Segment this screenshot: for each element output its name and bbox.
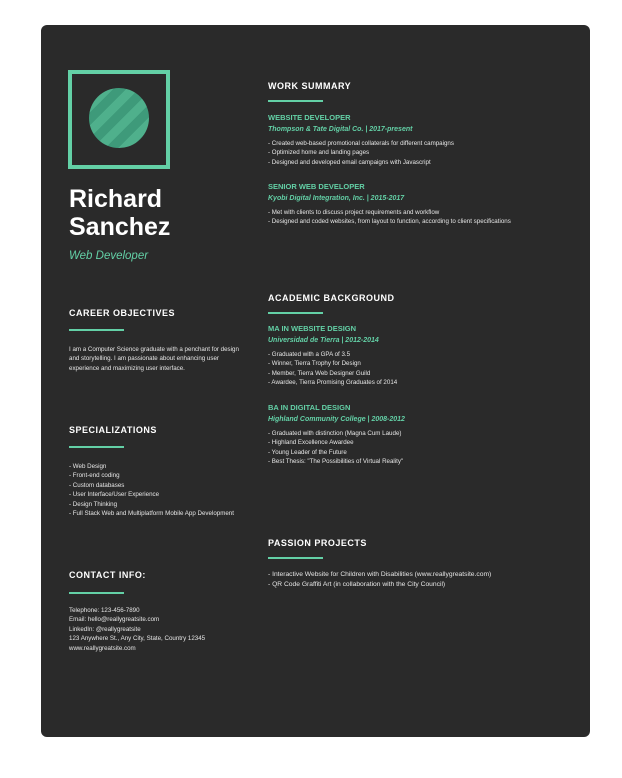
contact-website: www.reallygreatsite.com [69, 644, 136, 652]
career-text: I am a Computer Science graduate with a penchant for design and storytelling. I am passionate about enhancing user experience and maximizing user interface. [69, 346, 239, 372]
specializations-heading: SPECIALIZATIONS [69, 425, 157, 435]
degree-2-school: Highland Community College | 2008-2012 [268, 416, 405, 423]
contact-email: Email: hello@reallygreatsite.com [69, 616, 160, 624]
list-item: - Young Leader of the Future [268, 448, 347, 456]
list-item: - User Interface/User Experience [69, 491, 160, 499]
list-item: - Designed and coded websites, from layout to function, according to client specifications [268, 218, 511, 226]
list-item: - Optimized home and landing pages [268, 149, 370, 157]
job-title: Web Developer [69, 250, 149, 262]
profile-photo-frame [68, 70, 170, 169]
degree-2-bullets [268, 429, 568, 467]
contact-linkedin: LinkedIn: @reallygreatsite [69, 625, 141, 633]
profile-photo [89, 88, 149, 148]
job-1-bullets [268, 139, 578, 167]
work-heading: WORK SUMMARY [268, 81, 352, 91]
list-item: - Design Thinking [69, 500, 118, 508]
list-item: - Highland Excellence Awardee [268, 439, 354, 447]
projects-divider [268, 557, 323, 559]
job-2-bullets [268, 208, 583, 227]
list-item: - Member, Tierra Web Designer Guild [268, 369, 371, 377]
list-item: - Graduated with a GPA of 3.5 [268, 351, 351, 358]
resume-card [41, 25, 590, 737]
contact-address: 123 Anywhere St., Any City, State, Country 12345 [69, 635, 206, 643]
list-item: - Winner, Tierra Trophy for Design [268, 360, 361, 368]
list-item: - QR Code Graffiti Art (in collaboration with the City Council) [268, 580, 446, 588]
first-name: Richard [69, 185, 163, 213]
list-item: - Best Thesis: "The Possibilities of Virtual Reality" [268, 458, 404, 466]
work-divider [268, 100, 323, 102]
contact-list [69, 606, 259, 653]
profile-name [69, 185, 259, 241]
list-item: - Designed and developed email campaigns with Javascript [268, 158, 431, 166]
academic-heading: ACADEMIC BACKGROUND [268, 293, 395, 303]
contact-divider [69, 592, 124, 594]
list-item: - Custom databases [69, 481, 125, 489]
specializations-divider [69, 446, 124, 448]
specializations-list [69, 462, 239, 518]
projects-list [268, 570, 578, 589]
academic-divider [268, 312, 323, 314]
list-item: - Met with clients to discuss project requirements and workflow [268, 209, 440, 216]
job-1-company: Thompson & Tate Digital Co. | 2017-present [268, 126, 413, 133]
list-item: - Created web-based promotional collaterals for different campaigns [268, 140, 454, 147]
job-1-title: WEBSITE DEVELOPER [268, 113, 351, 122]
contact-phone: Telephone: 123-456-7890 [69, 607, 140, 614]
list-item: - Graduated with distinction (Magna Cum Laude) [268, 430, 402, 437]
list-item: - Full Stack Web and Multiplatform Mobile App Development [69, 510, 234, 518]
last-name: Sanchez [69, 213, 171, 241]
list-item: - Interactive Website for Children with Disabilities (www.reallygreatsite.com) [268, 571, 492, 578]
job-2-company: Kyobi Digital Integration, Inc. | 2015-2017 [268, 195, 405, 202]
degree-1-school: Universidad de Tierra | 2012-2014 [268, 337, 379, 344]
career-divider [69, 329, 124, 331]
job-2-title: SENIOR WEB DEVELOPER [268, 182, 365, 191]
career-heading: CAREER OBJECTIVES [69, 308, 176, 318]
degree-2-title: BA IN DIGITAL DESIGN [268, 403, 351, 412]
list-item: - Web Design [69, 463, 107, 470]
contact-heading: CONTACT INFO: [69, 570, 146, 580]
degree-1-bullets [268, 350, 568, 388]
degree-1-title: MA IN WEBSITE DESIGN [268, 324, 357, 333]
list-item: - Front-end coding [69, 472, 120, 480]
list-item: - Awardee, Tierra Promising Graduates of 2014 [268, 379, 398, 387]
projects-heading: PASSION PROJECTS [268, 538, 367, 548]
